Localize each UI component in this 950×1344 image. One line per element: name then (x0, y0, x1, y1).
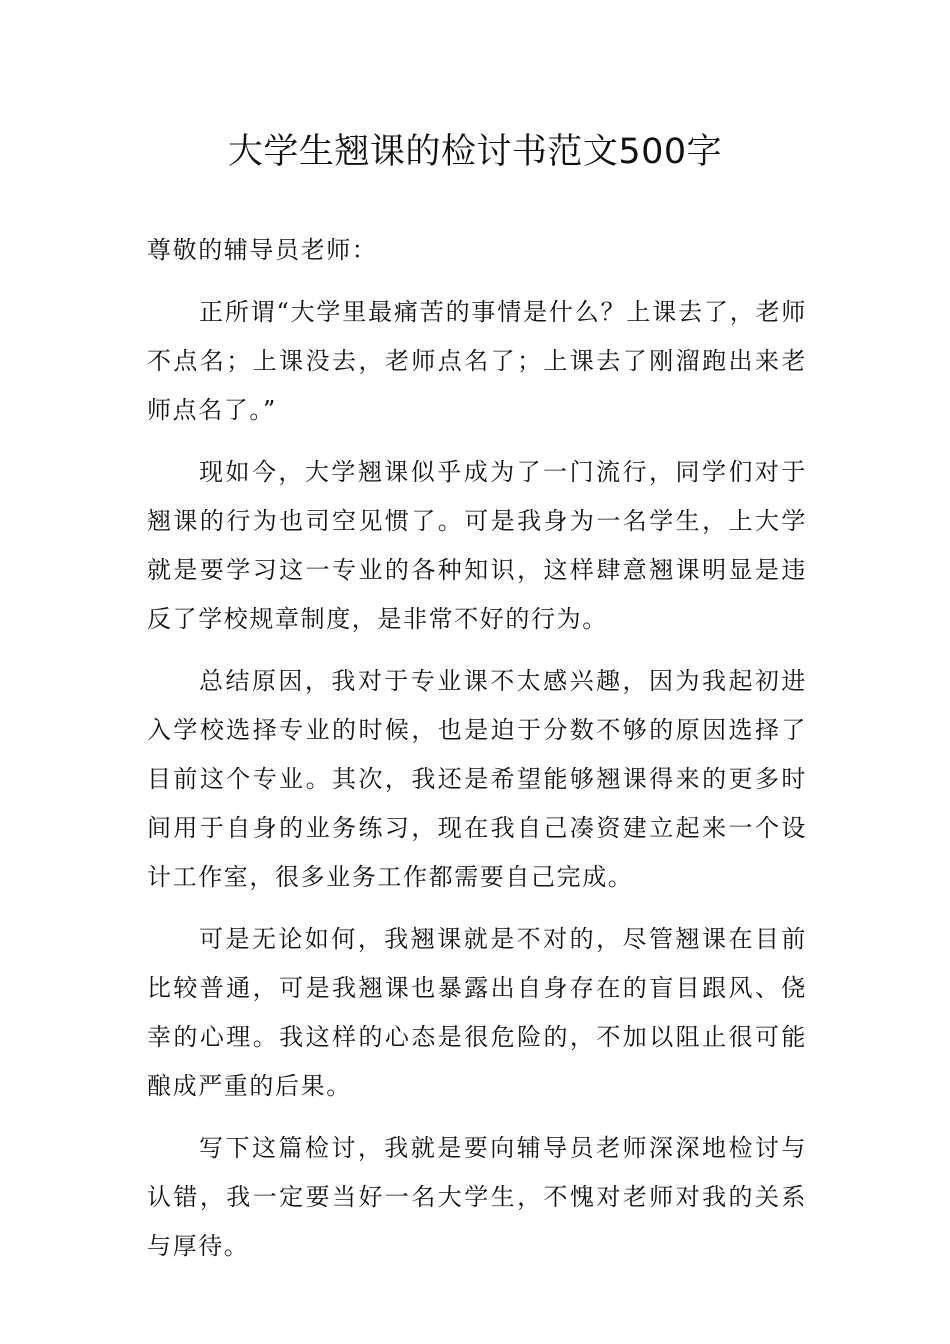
document-title: 大学生翘课的检讨书范文500字 (227, 132, 723, 172)
paragraph-4: 可是无论如何，我翘课就是不对的，尽管翘课在目前比较普通，可是我翘课也暴露出自身存在的盲目跟风、侥幸的心理。我这样的心态是很危险的，不加以阻止很可能酿成严重的后果。 (147, 925, 807, 1100)
paragraph-2: 现如今，大学翘课似乎成为了一门流行，同学们对于翘课的行为也司空见惯了。可是我身为一名学生，上大学就是要学习这一专业的各种知识，这样肆意翘课明显是违反了学校规章制度，是非常不好的行为。 (147, 458, 807, 633)
paragraph-5: 写下这篇检讨，我就是要向辅导员老师深深地检讨与认错，我一定要当好一名大学生，不愧对老师对我的关系与厚待。 (147, 1134, 807, 1260)
paragraph-1: 正所谓“大学里最痛苦的事情是什么？上课去了，老师不点名；上课没去，老师点名了；上课去了刚溜跑出来老师点名了。” (147, 298, 807, 424)
document-body (147, 226, 807, 1284)
paragraph-3: 总结原因，我对于专业课不太感兴趣，因为我起初进入学校选择专业的时候，也是迫于分数不够的原因选择了目前这个专业。其次，我还是希望能够翘课得来的更多时间用于自身的业务练习，现在我自己凑资建立起来一个设计工作室，很多业务工作都需要自己完成。 (147, 667, 807, 891)
salutation: 尊敬的辅导员老师： (147, 236, 378, 264)
